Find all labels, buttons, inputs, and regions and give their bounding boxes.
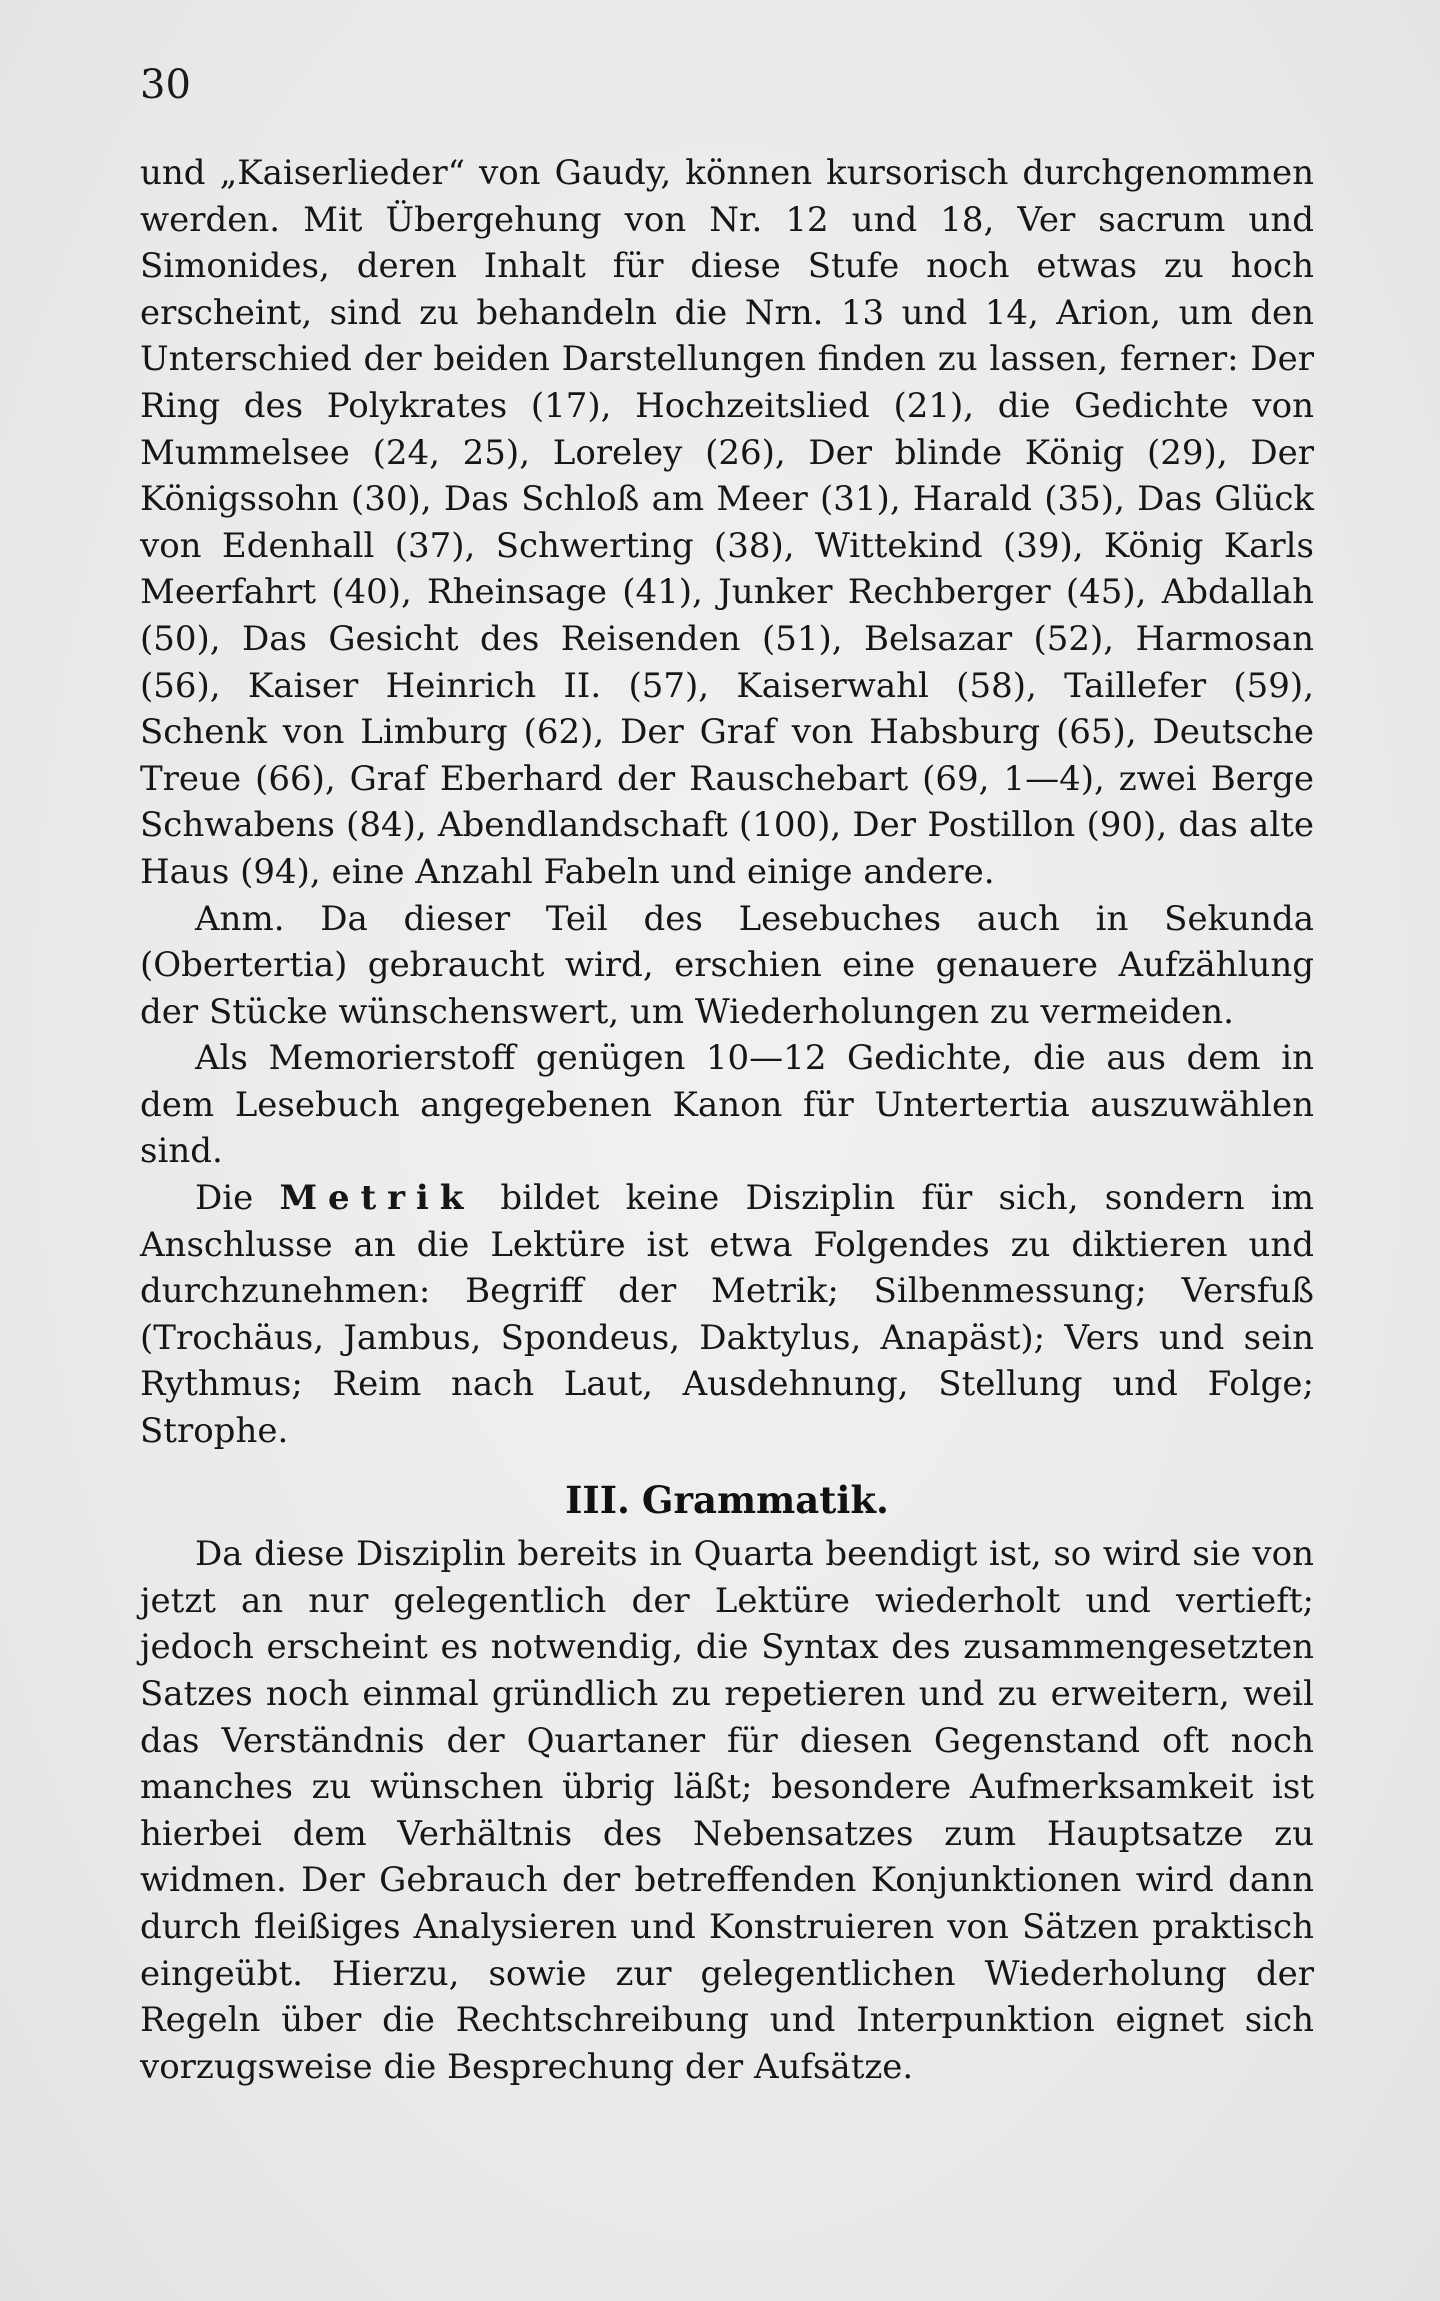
paragraph-grammar: Da diese Disziplin bereits in Quarta beendigt ist, so wird sie von jetzt an nur gelegentlich der Lektüre wiederholt und vertieft; jedoch erscheint es notwendig, die Syntax des zusammengesetzten Satzes noch einmal gründlich zu repetieren und zu erweitern, weil das Verständnis der Quartaner für diesen Gegenstand oft noch manches zu wünschen übrig läßt; besondere Aufmerksamkeit ist hierbei dem Verhältnis des Nebensatzes zum Hauptsatze zu widmen. Der Gebrauch der betreffenden Konjunktionen wird dann durch fleißiges Analysieren und Konstruieren von Sätzen praktisch eingeübt. Hierzu, sowie zur gelegentlichen Wiederholung der Regeln über die Rechtschreibung und Interpunktion eignet sich vorzugsweise die Besprechung der Aufsätze.	[140, 1534, 1314, 2087]
page-number: 30	[140, 62, 191, 108]
metrics-body: bildet keine Disziplin für sich, sondern im Anschlusse an die Lektüre ist etwa Folgendes zu diktieren und durchzunehmen: Begriff der Metrik; Silbenmessung; Versfuß (Trochäus, Jambus, Spondeus, Daktylus, Anapäst); Vers und sein Rythmus; Reim nach Laut, Ausdehnung, Stellung und Folge; Strophe.	[140, 1178, 1314, 1452]
metrics-intro: Die	[195, 1178, 254, 1219]
paragraph-metrics	[140, 1175, 1314, 1455]
section-number: III.	[565, 1477, 630, 1522]
paragraph-poem-list: und „Kaiserlieder“ von Gaudy, können kursorisch durchgenommen werden. Mit Übergehung von Nr. 12 und 18, Ver sacrum und Simonides, deren Inhalt für diese Stufe noch etwas zu hoch erscheint, sind zu behandeln die Nrn. 13 und 14, Arion, um den Unterschied der beiden Darstellungen finden zu lassen, ferner: Der Ring des Polykrates (17), Hochzeitslied (21), die Gedichte von Mummelsee (24, 25), Loreley (26), Der blinde König (29), Der Königssohn (30), Das Schloß am Meer (31), Harald (35), Das Glück von Edenhall (37), Schwerting (38), Wittekind (39), König Karls Meerfahrt (40), Rheinsage (41), Junker Rechberger (45), Abdallah (50), Das Gesicht des Reisenden (51), Belsazar (52), Harmosan (56), Kaiser Heinrich II. (57), Kaiserwahl (58), Taillefer (59), Schenk von Limburg (62), Der Graf von Habsburg (65), Deutsche Treue (66), Graf Eberhard der Rauschebart (69, 1—4), zwei Berge Schwabens (84), Abendlandschaft (100), Der Postillon (90), das alte Haus (94), eine Anzahl Fabeln und einige andere.	[140, 153, 1314, 892]
paragraph-note: Anm. Da dieser Teil des Lesebuches auch in Sekunda (Obertertia) gebraucht wird, erschien eine genauere Aufzählung der Stücke wünschenswert, um Wiederholungen zu vermeiden.	[140, 898, 1314, 1032]
page-text	[140, 150, 1314, 2090]
section-heading	[140, 1477, 1314, 1524]
paragraph-memorization: Als Memorierstoff genügen 10—12 Gedichte, die aus dem in dem Lesebuch angegebenen Kanon für Untertertia auszuwählen sind.	[140, 1038, 1314, 1172]
section-title: Grammatik.	[641, 1477, 889, 1522]
metrics-term: Metrik	[279, 1178, 475, 1219]
